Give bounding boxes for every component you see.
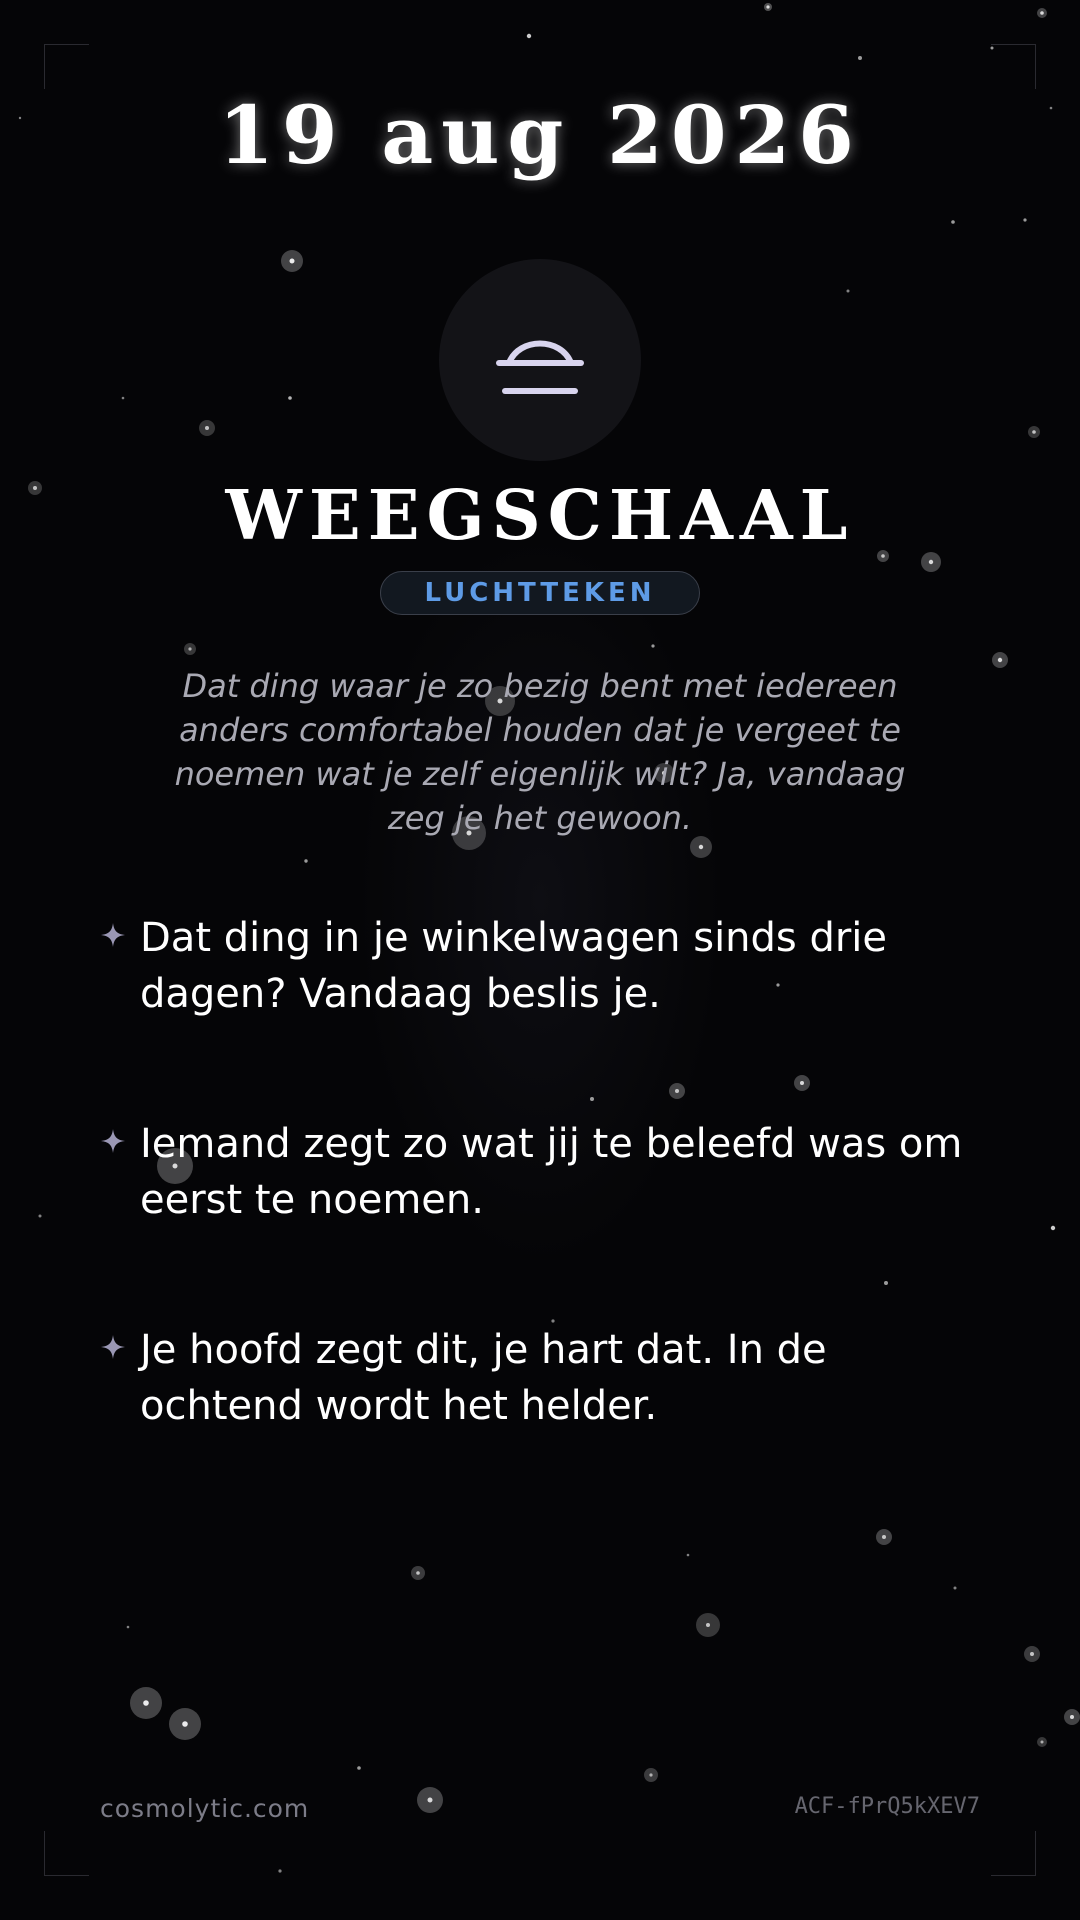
list-item <box>100 1322 980 1528</box>
list-item-text: Iemand zegt zo wat jij te beleefd was om eerst te noemen. <box>140 1121 963 1223</box>
list-item-text: Dat ding in je winkelwagen sinds drie dagen? Vandaag beslis je. <box>140 915 888 1017</box>
corner-frame-top-left <box>44 44 89 89</box>
site-link[interactable]: cosmolytic.com <box>100 1794 310 1823</box>
element-badge: LUCHTTEKEN <box>380 571 700 615</box>
sparkle-icon <box>100 1334 126 1360</box>
list-item <box>100 910 980 1116</box>
horoscope-list <box>100 910 980 1528</box>
zodiac-icon-circle <box>439 259 641 461</box>
corner-frame-top-right <box>991 44 1036 89</box>
list-item <box>100 1116 980 1322</box>
list-item-text: Je hoofd zegt dit, je hart dat. In de ochtend wordt het helder. <box>140 1327 827 1429</box>
sparkle-icon <box>100 1128 126 1154</box>
zodiac-sign-name: WEEGSCHAAL <box>225 476 855 556</box>
corner-frame-bottom-right <box>991 1831 1036 1876</box>
date-heading: 19 aug 2026 <box>218 88 862 182</box>
libra-icon <box>485 325 595 395</box>
intro-text: Dat ding waar je zo bezig bent met iedereen anders comfortabel houden dat je vergeet te noemen wat je zelf eigenlijk wilt? Ja, vandaag zeg je het gewoon. <box>174 667 906 837</box>
reference-code: ACF-fPrQ5kXEV7 <box>794 1794 980 1819</box>
corner-frame-bottom-left <box>44 1831 89 1876</box>
sparkle-icon <box>100 922 126 948</box>
